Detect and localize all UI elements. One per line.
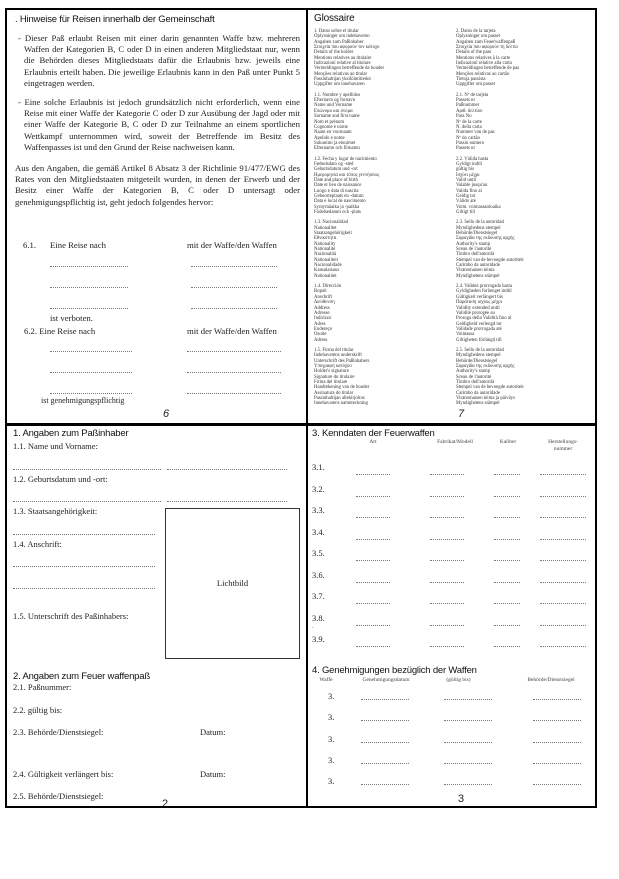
section-2-title: 2. Angaben zum Feuer waffenpaß [13, 671, 150, 682]
glossary-line: Oplysninger om passet [456, 34, 500, 40]
glossary-line: Validité prorogée au [456, 310, 495, 316]
page6-title: . Hinweise für Reisen innerhalb der Gemeinschaft [15, 14, 215, 25]
section-3-entry-line[interactable] [430, 517, 464, 518]
glossary-line: Αριθ. δελτίου [456, 108, 483, 114]
glossary-line: Naam en voornaam [314, 130, 352, 136]
glossary-line: Osoite [314, 332, 327, 338]
glossary-line: Uppgifter om innehavaren [314, 82, 365, 88]
glossary-line: Válido até [456, 199, 476, 205]
glossary-line: Στοιχεία που αφορούν τη δελτίο [456, 45, 518, 51]
section-3-entry-line[interactable] [356, 560, 390, 561]
glossary-line: Giltigt till [456, 210, 476, 215]
section-4-entry-line[interactable] [444, 720, 492, 721]
glossary-line: Nacionalidade [314, 263, 342, 269]
section-3-entry-line[interactable] [540, 496, 586, 497]
section-3-entry-line[interactable] [540, 517, 586, 518]
glossary-line: N. della carta [456, 124, 482, 130]
glossary-line: Sukunimi ja etunimet [314, 140, 356, 146]
page-7 [308, 10, 595, 423]
glossary-entry-block [314, 157, 384, 216]
glossary-line: Mentions relatives à la carte [456, 55, 511, 61]
glossary-line: Sceau de l'autorité [456, 247, 492, 253]
glossary-line: Gültigkeit verlängert bis [456, 294, 503, 300]
section-4-row-label: 3. [328, 776, 335, 787]
glossary-line: Nazionalità [314, 252, 337, 258]
glossary-entry-block [314, 220, 384, 279]
glossary-line: Angaben zum Paßinhaber [314, 39, 364, 45]
glossary-line: Unterschrift des Paßinhabers [314, 358, 370, 364]
glossary-line: Viranomaisen leima ja päiväys [456, 396, 515, 401]
s61-weapon-line-2[interactable] [191, 287, 277, 288]
section-4-entry-line[interactable] [444, 699, 492, 700]
glossary-line: Authority's stamp [456, 241, 491, 247]
section-4-entry-line[interactable] [533, 763, 581, 764]
section-4-entry-line[interactable] [533, 720, 581, 721]
field-2-1-label: 2.1. Paßnummer: [13, 682, 72, 692]
glossary-entry-block [456, 157, 524, 216]
glossary-line: 2.1. Nº de tarjeta [456, 92, 489, 98]
section-4-entry-line[interactable] [444, 763, 492, 764]
field-1-2-label: 1.2. Geburtsdatum und -ort: [13, 474, 108, 484]
glossary-line: Tietoja passista [456, 77, 486, 83]
glossary-line: Adres [314, 321, 326, 327]
glossary-entry-block [314, 284, 384, 343]
glossary-line: Nom et prénom [314, 119, 345, 125]
glossary-line: Διεύθυνση [314, 300, 335, 306]
s62-end: ist genehmigungspflichtig [41, 396, 125, 405]
section-4-entry-line[interactable] [361, 784, 409, 785]
glossary-line: Indicazioni relative al titolare [314, 61, 371, 67]
glossary-line: Pass No [456, 114, 472, 120]
section-3-entry-line[interactable] [494, 560, 520, 561]
glossary-line: 1.2. Fecha y lugar de nacimiento [314, 156, 377, 162]
glossary-entry-block [456, 348, 524, 407]
section-3-entry-line[interactable] [540, 560, 586, 561]
address-line-2[interactable] [13, 588, 155, 589]
glossary-line: Behörde/Dienstsiegel [456, 358, 498, 364]
s62-weapon-label: mit der Waffe/den Waffen [187, 326, 277, 336]
section-3-entry-line[interactable] [494, 603, 520, 604]
glossary-line: Authority's stamp [456, 369, 491, 375]
section-3-entry-line[interactable] [430, 496, 464, 497]
section-1-title: 1. Angaben zum Paßinhaber [13, 428, 129, 439]
section-4-column-header: Genehmigungsdatum [362, 677, 410, 683]
glossary-line: Timbro dell'autorità [456, 252, 495, 258]
s61-label: Eine Reise nach [50, 240, 106, 250]
section-3-entry-line[interactable] [430, 474, 464, 475]
section-3-row-label: 3.9. [312, 634, 325, 644]
glossary-line: Efternamn och förnamn [314, 146, 360, 152]
section-3-entry-line[interactable] [540, 625, 586, 626]
glossary-line: Kansalaisuus [314, 268, 340, 274]
section-4-column-header: Behörde/Dienstsiegel [527, 677, 575, 683]
glossary-line: Menções relativas ao cartão [456, 71, 510, 77]
s62-country-line-3[interactable] [50, 393, 132, 394]
glossary-line: Validity extended until [456, 305, 500, 311]
glossary-line: 1.3. Nacionalidad [314, 220, 348, 226]
page6-paragraph-3: Aus den Angaben, die gemäß Artikel 8 Absatz 3 der Richtlinie 91/477/EWG des Rates von den Mitgliedstaaten mitgeteilt wurden, in denen der Erwerb und der Besitz einer Waffe der Kategorien B, C oder D untersagt oder genehmigungspflichtig ist, geht jedoch folgendes hervor: [15, 163, 300, 207]
glossary-line: Efternavn og fornavn [314, 98, 356, 104]
section-3-entry-line[interactable] [430, 560, 464, 561]
glossary-line: Nummer van de pas [456, 130, 495, 136]
glossary-line: Syntymäaika ja -paikka [314, 204, 360, 210]
glossary-line: Nationalité [314, 247, 336, 253]
section-3-row-label: 3.4. [312, 526, 325, 537]
section-3-entry-line[interactable] [356, 496, 390, 497]
field-2-5-label: 2.5. Behörde/Dienstsiegel: [13, 791, 104, 801]
section-3-entry-line[interactable] [494, 625, 520, 626]
glossary-line: Stempel van de bevoegde autoriteit [456, 385, 524, 391]
glossary-line: Firma del titolare [314, 379, 348, 385]
section-3-entry-line[interactable] [430, 582, 464, 583]
glossary-line: Fødselsdato og -sted [314, 161, 354, 167]
glossary-line: Viranomaisen leima [456, 268, 495, 274]
glossary-line: Passinhaltijan yksilöintitiedot [314, 77, 371, 83]
glossary-line: Carimbo da autoridade [456, 390, 500, 396]
glossary-title: Glossaire [314, 13, 355, 24]
page-3 [308, 426, 595, 806]
glossary-line: Valable jusqu'au [456, 183, 488, 189]
photo-label: Lichtbild [216, 577, 249, 588]
glossary-left-column [314, 29, 384, 412]
section-4-entry-line[interactable] [444, 784, 492, 785]
section-3-entry-line[interactable] [540, 474, 586, 475]
section-3-entry-line[interactable] [540, 603, 586, 604]
section-3-entry-line[interactable] [430, 603, 464, 604]
glossary-line: Myndighetens stämpel [456, 401, 500, 407]
glossary-line: Surname and first name [314, 114, 360, 120]
s62-country-line-2[interactable] [50, 372, 132, 373]
section-3-title: 3. Kenndaten der Feuerwaffen [312, 428, 435, 439]
glossary-right-column [456, 29, 524, 412]
glossary-line: Mentions relatives au titulaire [314, 55, 372, 61]
section-3-row-label: 3.6. [312, 569, 325, 580]
section-4-entry-line[interactable] [361, 763, 409, 764]
glossary-line: Vermeldingen betreffende de houder [314, 66, 385, 72]
glossary-line: 2.3. Sello de la autoridad [456, 220, 504, 226]
section-3-entry-line[interactable] [430, 539, 464, 540]
glossary-line: Signature du titulaire [314, 374, 355, 380]
section-3-entry-line[interactable] [494, 496, 520, 497]
section-4-entry-line[interactable] [361, 720, 409, 721]
section-4-entry-line[interactable] [533, 784, 581, 785]
field-2-3-date-label: Datum: [200, 727, 226, 737]
section-3-entry-line[interactable] [494, 517, 520, 518]
glossary-line: Proroga della Validità fino al [456, 316, 512, 322]
glossary-line: 1.5. Firma del titular [314, 347, 354, 353]
glossary-line: Επώνυμο και όνομα [314, 108, 353, 114]
field-2-4-date-label: Datum: [200, 769, 226, 779]
section-4-entry-line[interactable] [533, 742, 581, 743]
section-4-entry-line[interactable] [361, 742, 409, 743]
glossary-entry-block [456, 29, 524, 88]
glossary-line: Myndighetens stämpel [456, 273, 500, 279]
section-4-row-label: 3. [328, 733, 335, 744]
glossary-line: Σφραγίδα της εκδούσης αρχής [456, 236, 515, 242]
glossary-line: Geldigheid verlengd tot [456, 321, 502, 327]
section-3-entry-line[interactable] [356, 646, 390, 647]
section-3-column-header: Fabrikat/Modell [437, 439, 473, 445]
glossary-line: Handtekening van de houder [314, 385, 370, 391]
glossary-line: Voimassa [456, 332, 475, 338]
glossary-line: Address [314, 305, 330, 311]
glossary-line: gültig bis [456, 167, 474, 173]
section-3-row-label: 3.3. [312, 505, 325, 515]
glossary-line: 1.1. Nombre y apellidos [314, 92, 361, 98]
s61-end: ist verboten. [50, 313, 93, 323]
section-4-row-label: 3. [328, 754, 335, 765]
section-3-column-header: Kaliber [499, 439, 517, 445]
glossary-line: Adresse [314, 310, 330, 316]
page-number-3: 3 [458, 793, 465, 805]
page-number-2: 2 [162, 798, 169, 806]
s61-country-line-1[interactable] [50, 266, 128, 267]
section-3-row-label: 3.1. [312, 462, 325, 472]
glossary-line: Indirizzo [314, 316, 332, 322]
photo-box [165, 508, 300, 659]
glossary-entry-block [456, 93, 524, 152]
glossary-entry-block [456, 220, 524, 279]
glossary-line: Stempel van de bevoegde autoriteit [456, 257, 524, 263]
s61-country-line-2[interactable] [50, 287, 128, 288]
section-3-entry-line[interactable] [494, 582, 520, 583]
glossary-line: Födelsedatum och -plats [314, 210, 361, 215]
page-2 [7, 426, 306, 806]
section-3-row-label: 3.8. [312, 612, 325, 623]
glossary-line: Carimbo da autoridade [456, 263, 500, 269]
page-6 [7, 10, 306, 423]
glossary-line: Valida fino al [456, 188, 482, 194]
glossary-line: 2.4. Validez prorrogada hasta [456, 284, 512, 290]
section-3-row-label: 3.2. [312, 483, 325, 494]
glossary-line: 2. Datos de la tarjeta [456, 29, 496, 34]
section-3-entry-line[interactable] [356, 582, 390, 583]
glossary-line: Geboorteplaats en -datum [314, 193, 364, 199]
glossary-line: Date and place of birth [314, 177, 358, 183]
glossary-entry-block [314, 93, 384, 152]
glossary-line: Nº de la carte [456, 119, 482, 125]
section-3-entry-line[interactable] [356, 603, 390, 604]
section-3-row-label: 3.5. [312, 548, 325, 558]
glossary-entry-block [314, 348, 384, 407]
section-3-entry-line[interactable] [540, 539, 586, 540]
s62-weapon-line-3[interactable] [187, 393, 281, 394]
section-3-entry-line[interactable] [494, 646, 520, 647]
birth-line-2[interactable] [167, 501, 287, 502]
glossary-line: Date et lieu de naissance [314, 183, 362, 189]
name-line-1[interactable] [13, 469, 161, 470]
page6-paragraph-1: - Dieser Paß erlaubt Reisen mit einer darin genannten Waffe bzw. mehreren Waffen der Kategorien B, C oder D in einen anderen Mitgliedstaat nur, wenn die Behörden dieses Mitgliedstaats dafür die Erlaubnis bzw. jeweils eine Erlaubnis erteilt haben. Die jeweilige Erlaubnis kann in den Paß unter Punkt 5 eingetragen werden. [18, 33, 300, 88]
glossary-line: Staatsangehörigkeit [314, 231, 352, 237]
glossary-line: Details of the pass [456, 50, 492, 56]
glossary-line: Myndighedens stempel [456, 225, 501, 231]
section-3-entry-line[interactable] [540, 646, 586, 647]
glossary-line: Luogo e data di nascita [314, 188, 359, 194]
section-4-row-label: 3. [328, 691, 335, 701]
glossary-line: Paßnummer [456, 103, 480, 109]
glossary-line: Giltigheten förlängd till [456, 337, 502, 343]
glossary-line: Εθνικότητα [314, 236, 337, 242]
glossary-line: Adress [314, 337, 328, 343]
glossary-line: Myndighedens stempel [456, 353, 501, 359]
glossary-entry-block [456, 284, 524, 343]
glossary-line: Voim. voimassaoloaika [456, 204, 501, 210]
glossary-line: Innehavarens namnteckning [314, 401, 368, 407]
section-3-entry-line[interactable] [540, 582, 586, 583]
glossary-line: Name und Vorname [314, 103, 353, 109]
glossary-line: Ημερομηνία και τόπος γεννήσεως [314, 172, 380, 178]
section-3-trailing-mark: . [312, 622, 314, 630]
glossary-line: Anschrift [314, 294, 333, 300]
glossary-line: Passin numero [456, 140, 485, 146]
section-4-entry-line[interactable] [533, 699, 581, 700]
glossary-line: Gyldigt indtil [456, 161, 482, 167]
glossary-line: Assinatura do titular [314, 390, 354, 396]
glossary-line: Valid until [456, 177, 477, 183]
section-4-entry-line[interactable] [361, 699, 409, 700]
section-4-column-header: (gültig bis) [446, 677, 471, 683]
section-4-entry-line[interactable] [444, 742, 492, 743]
glossary-line: 1.4. Dirección [314, 284, 342, 290]
field-2-3-label: 2.3. Behörde/Dienstsiegel: [13, 727, 104, 737]
glossary-line: 2.5. Sello de la autoridad [456, 347, 504, 353]
glossary-line: Geburtsdatum und -ort [314, 167, 358, 173]
glossary-line: Nationaliteit [314, 257, 338, 263]
glossary-line: Geldig tot [456, 193, 476, 199]
glossary-line: Στοιχεία που αφορούν τον κάτοχο [314, 45, 380, 51]
glossary-line: Passets nr [456, 146, 476, 152]
glossary-line: Υπογραφή κατόχου [314, 363, 352, 369]
glossary-line: Uppgifter om passet [456, 82, 495, 88]
glossary-line: Timbro dell'autorità [456, 379, 495, 385]
field-2-4-label: 2.4. Gültigkeit verlängert bis: [13, 769, 114, 779]
glossary-line: Nationality [314, 241, 336, 247]
section-3-entry-line[interactable] [494, 474, 520, 475]
nationality-line[interactable] [13, 534, 155, 535]
s62-country-line-1[interactable] [50, 351, 132, 352]
section-3-row-label: 3.7. [312, 591, 325, 601]
glossary-line: Bopæl [314, 289, 327, 295]
glossary-line: Sceau de l'autorité [456, 374, 492, 380]
section-4-column-header: Waffe [319, 677, 333, 683]
glossary-line: Nationalitet [314, 273, 337, 279]
glossary-line: Passets nr [456, 98, 476, 104]
glossary-line: Menções relativas ao titular [314, 71, 368, 77]
field-1-3-label: 1.3. Staatsangehörigkeit: [13, 506, 98, 516]
section-3-column-header: Herstellungs- nummer [548, 439, 578, 452]
field-1-4-label: 1.4. Anschrift: [13, 539, 62, 549]
page6-paragraph-2: - Eine solche Erlaubnis ist jedoch grundsätzlich nicht erforderlich, wenn eine Reise mit einer Waffe der Kategorie C oder D zur Ausübung der Jagd oder mit einer Waffe der Kategorie B, C oder D zur Teilnahme an einem sportlichen Wettkampf unternommen wird, soweit der Betreffende im Besitz des Waffenpasses ist und den Grund der Reise nachweisen kann. [18, 97, 300, 152]
s61-weapon-line-1[interactable] [191, 266, 277, 267]
s61-weapon-label: mit der Waffe/den Waffen [187, 240, 277, 250]
s61-country-line-3[interactable] [50, 308, 128, 309]
glossary-line: 2.2. Válida hasta [456, 156, 489, 162]
glossary-line: Details of the holder [314, 50, 354, 56]
glossary-line: Passinhaltijan allekirjoitus [314, 396, 365, 401]
glossary-line: 1. Datos sobre el titular [314, 29, 359, 34]
glossary-line: Ισχύει μέχρι [456, 172, 480, 178]
section-3-entry-line[interactable] [494, 539, 520, 540]
section-3-entry-line[interactable] [356, 539, 390, 540]
glossary-line: Indehaverens underskrift [314, 353, 362, 359]
s62-weapon-line-1[interactable] [187, 351, 281, 352]
s62-label: 6.2. Eine Reise nach [24, 326, 96, 336]
page-number-6: 6 [163, 408, 170, 420]
glossary-line: Apelido e nome [314, 135, 345, 141]
name-line-2[interactable] [167, 469, 287, 470]
glossary-line: Oplysninger om indehaveren [314, 34, 370, 40]
section-4-title: 4. Genehmigungen bezüglich der Waffen [312, 665, 477, 676]
glossary-line: Endereço [314, 326, 333, 332]
glossary-line: Σφραγίδα της εκδούσης αρχής [456, 363, 515, 369]
section-4-row-label: 3. [328, 712, 335, 723]
passport-spread [5, 8, 597, 808]
glossary-line: Validade prorrogada até [456, 326, 502, 332]
glossary-line: Behörde/Dienstsiegel [456, 231, 498, 237]
s62-weapon-line-2[interactable] [187, 372, 281, 373]
address-line-1[interactable] [13, 566, 155, 567]
field-1-5-label: 1.5. Unterschrift des Paßinhabers: [13, 611, 129, 621]
glossary-line: Angaben zum Feuerwaffenpaß [456, 39, 516, 45]
glossary-line: Nº do cartão [456, 135, 480, 141]
section-3-entry-line[interactable] [356, 625, 390, 626]
s61-number: 6.1. [23, 240, 37, 250]
section-3-entry-line[interactable] [430, 625, 464, 626]
section-3-entry-line[interactable] [356, 474, 390, 475]
field-2-2-label: 2.2. gültig bis: [13, 705, 63, 715]
glossary-line: Holder's signature [314, 369, 349, 375]
page-number-7: 7 [458, 408, 465, 420]
section-3-entry-line[interactable] [356, 517, 390, 518]
glossary-line: Data e local de nascimento [314, 199, 366, 205]
section-3-entry-line[interactable] [430, 646, 464, 647]
glossary-entry-block [314, 29, 384, 88]
field-1-1-label: 1.1. Name und Vorname: [13, 441, 98, 451]
glossary-line: Nationalitet [314, 225, 337, 231]
glossary-line: Παράταση ισχύος μέχρι [456, 300, 502, 306]
s61-weapon-line-3[interactable] [191, 308, 277, 309]
glossary-line: Gyldigheden forlænget indtil [456, 289, 512, 295]
birth-line-1[interactable] [13, 501, 161, 502]
glossary-line: Indicazioni relative alla carta [456, 61, 512, 67]
glossary-line: Cognome e nome [314, 124, 348, 130]
section-3-column-header: Art [369, 439, 377, 445]
glossary-line: Vermeldingen betreffende de pas [456, 66, 520, 72]
